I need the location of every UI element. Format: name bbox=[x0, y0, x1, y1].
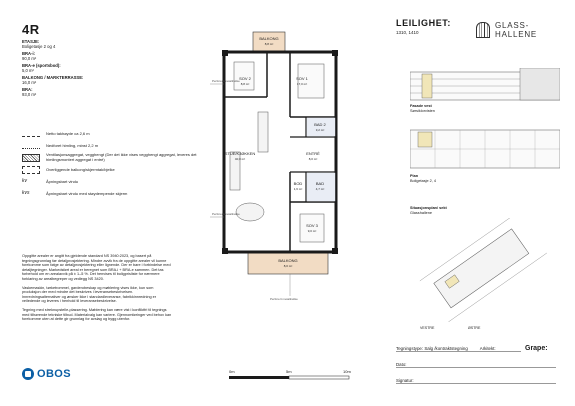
room-sov1: SOV 1 bbox=[296, 76, 308, 81]
obos-wordmark: OBOS bbox=[37, 368, 71, 380]
grape-label: Grape: bbox=[525, 345, 548, 352]
signature-row[interactable] bbox=[396, 372, 556, 384]
scale-bar-svg bbox=[229, 368, 359, 384]
room-sov1-area: 17,0 m² bbox=[296, 82, 308, 86]
room-bad-area: 4,7 m² bbox=[315, 187, 325, 191]
room-bad2: BAD 2 bbox=[314, 122, 326, 127]
date-label: Dato: bbox=[396, 362, 407, 367]
room-entre-area: 8,0 m² bbox=[308, 157, 318, 161]
room-sov2-area: 8,8 m² bbox=[240, 82, 250, 86]
brand-line-2: HALLENE bbox=[495, 30, 538, 39]
caption-facade: Fasade vest Sørsiklorvisten bbox=[410, 104, 435, 113]
unit-field-label: BRA-e (sportsbod): bbox=[22, 63, 61, 68]
note-1: Oppgitte arealer er angitt fra gjeldende standard NS 3940:2023, og basert på tegningsgrunnlag før detaljprosjektering. Mindre avvik fra de oppgitte arealer vil kunne forekomme som følge av detaljprosjektering eller lignende. Der er bare i forbindelse med detaljtegninger. Markedsført areal er beregnet som BRA-i + BRA-e sammen. Det tas forbehold om en arealavvik på ± 1–5 %. Det henvises til boligprisliste for nærmere forklaring av arealbegreper og vedlegg NS 3420. bbox=[22, 254, 171, 281]
type-row bbox=[396, 340, 521, 352]
legend-item bbox=[22, 176, 207, 188]
scale-10: 10m bbox=[343, 369, 351, 374]
balcony-bottom bbox=[248, 252, 328, 274]
unit-field-value: 90,0 m² bbox=[22, 56, 37, 61]
room-stue: STUE/KJØKKEN bbox=[224, 151, 256, 156]
legend-kvs-icon: kvs bbox=[22, 190, 30, 196]
room-balcony-bottom-area: 8,0 m² bbox=[283, 264, 293, 268]
unit-field-label: BRA: bbox=[22, 87, 33, 92]
unit-field bbox=[22, 63, 207, 73]
room-bod-area: 1,6 m² bbox=[293, 187, 303, 191]
room-entre: ENTRÉ bbox=[306, 151, 320, 156]
note-3: Tegning med streknupstelle-plassering. Møblering kan være vist i konfliktfri til tegnings med tilhørende tekniske tilbud. Materialvalg kan variere. Gjennomføringer ved behov kan forekomme uten at dette gir grunnlag for avslag og bygg utenfor. bbox=[22, 307, 172, 322]
legend-text: Åpningsbart vindu med støydempende skjerm bbox=[46, 190, 128, 196]
legend-text: Ventilasjonsaggregat, vegghengt (Der det ikke vises vegghengt aggregat, leveres det himlingsmontert aggregat i entré) bbox=[46, 152, 197, 162]
legend-hatch-box-icon bbox=[22, 154, 40, 162]
floor-plan bbox=[210, 22, 390, 367]
facade-drawing bbox=[410, 68, 560, 102]
unit-field bbox=[22, 87, 207, 97]
unit-info bbox=[22, 22, 207, 97]
legend-text: Nedforet himling, minst 2,2 m bbox=[46, 142, 99, 148]
site-label-ostre: ØSTRE bbox=[468, 326, 481, 330]
kitchen-island bbox=[258, 112, 268, 152]
room-sov3: SOV 3 bbox=[306, 223, 318, 228]
callout-2: Perforert metallrekke bbox=[212, 212, 240, 216]
legend-text: Overliggende balkong/skjermtak/bjelke bbox=[46, 166, 115, 172]
unit-field-value: 93,0 m² bbox=[22, 92, 37, 97]
note-2: Vaskemaskin, tørketrommel, garderobeskap og møblering vises ikke, kun som produksjon der med mindre det beskrives i leveransebeskrivelsen. Innredningsalternativer og ønsker ikke i standardleveranse, fabrikkinnredning er veiledende og leveres i henhold til leveransebeskrivelse. bbox=[22, 285, 157, 304]
caption-plan: Plan Boligetasje 2, 4 bbox=[410, 174, 436, 183]
legend-text: Åpningsbart vindu bbox=[46, 178, 79, 184]
room-bad2-area: 3,2 m² bbox=[315, 128, 325, 132]
date-row[interactable] bbox=[396, 356, 556, 368]
scale-0: 0m bbox=[229, 369, 235, 374]
site-label-vestre: VESTRE bbox=[420, 326, 435, 330]
legend-dash-line-icon bbox=[22, 132, 40, 137]
scale-5: 5m bbox=[286, 369, 292, 374]
unit-field bbox=[22, 51, 207, 61]
callout-1: Perforert metallrekke bbox=[212, 79, 240, 83]
unit-field-label: ETASJE: bbox=[22, 39, 40, 44]
room-bad: BAD bbox=[315, 181, 325, 186]
arkitekt-label: Arkitekt: bbox=[479, 346, 496, 351]
unit-fields bbox=[22, 39, 207, 97]
brand-line-1: GLASS- bbox=[495, 21, 530, 30]
unit-field bbox=[22, 39, 207, 49]
bath-2-fill bbox=[307, 118, 335, 136]
legend-item bbox=[22, 188, 207, 200]
obos-mark-icon bbox=[22, 368, 34, 380]
caption-site: Situasjonsplan/ sekt Glasshallene bbox=[410, 206, 447, 215]
legend-kv-icon: kv bbox=[22, 178, 27, 184]
room-stue-area: 40,0 m² bbox=[234, 157, 246, 161]
type-label: Tegningstype: Salg /kontraktstegning bbox=[396, 346, 468, 351]
signature-label: Signatur: bbox=[396, 378, 414, 383]
legend-text: Netto takhøyde ca 2,6 m bbox=[46, 130, 90, 136]
legend bbox=[22, 128, 207, 200]
unit-field bbox=[22, 75, 207, 85]
scale-bar bbox=[229, 368, 359, 384]
unit-field-value: Boligetasje 2 og 4 bbox=[22, 44, 56, 49]
dining-table bbox=[236, 203, 264, 221]
apartment-numbers: 1310, 1410 bbox=[396, 30, 419, 35]
unit-code: 4R bbox=[22, 22, 40, 37]
room-bod: BOD bbox=[293, 181, 303, 186]
key-plan bbox=[410, 128, 560, 170]
floor-plan-svg bbox=[210, 22, 390, 367]
legend-item bbox=[22, 152, 207, 164]
bed-sov3 bbox=[300, 214, 324, 242]
unit-field-label: BALKONG / MARKTERRASSE: bbox=[22, 75, 84, 80]
room-balcony-top: BALKONG bbox=[259, 36, 279, 41]
site-plan bbox=[410, 218, 560, 333]
legend-item bbox=[22, 140, 207, 152]
room-sov3-area: 9,0 m² bbox=[307, 229, 317, 233]
unit-field-value: 16,0 m² bbox=[22, 80, 37, 85]
legend-dot-line-icon bbox=[22, 144, 40, 149]
room-sov2: SOV 2 bbox=[239, 76, 251, 81]
legend-cross-box-icon bbox=[22, 166, 40, 174]
glasshallene-logo bbox=[476, 21, 537, 39]
notes bbox=[22, 254, 172, 326]
obos-logo bbox=[22, 368, 71, 380]
bed-sov1 bbox=[298, 64, 324, 98]
legend-item bbox=[22, 128, 207, 140]
room-balcony-bottom: BALKONG bbox=[278, 258, 298, 263]
apartment-title: LEILIGHET: bbox=[396, 18, 451, 28]
unit-field-value: 5,0 m² bbox=[22, 68, 34, 73]
room-balcony-top-area: 8,8 m² bbox=[264, 42, 274, 46]
building-icon bbox=[476, 22, 490, 38]
legend-item bbox=[22, 164, 207, 176]
callout-3: Perforert metallrekke bbox=[270, 297, 298, 301]
unit-field-label: BRA-i: bbox=[22, 51, 36, 56]
